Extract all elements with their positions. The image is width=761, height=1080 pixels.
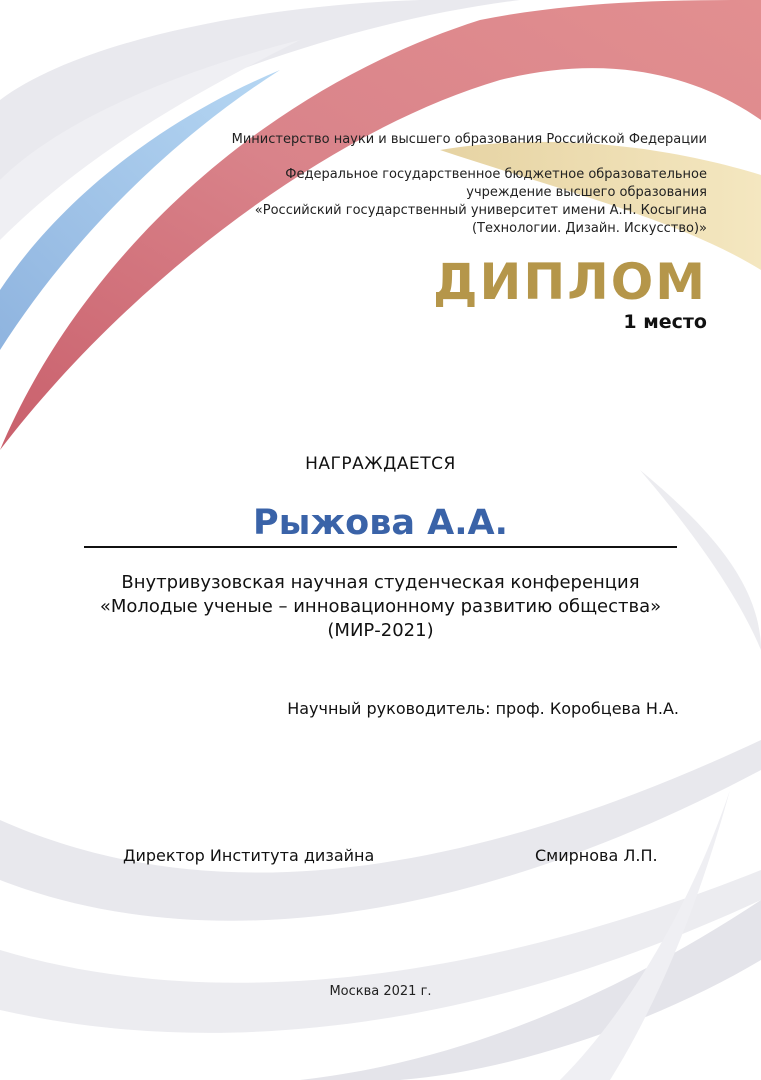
winner-underline <box>84 546 677 548</box>
issuer-header <box>147 131 707 238</box>
diploma-title: ДИПЛОМ <box>432 253 707 311</box>
awarded-label: НАГРАЖДАЕТСЯ <box>305 454 456 474</box>
org-line-3: «Российский государственный университет имени А.Н. Косыгина <box>254 203 707 218</box>
conference-line-1: Внутривузовская научная студенческая конференция <box>121 572 640 593</box>
conference-line-3: (МИР-2021) <box>327 620 434 641</box>
org-line-4: (Технологии. Дизайн. Искусство)» <box>471 221 707 236</box>
director-name: Смирнова Л.П. <box>535 846 658 865</box>
ministry-name: Министерство науки и высшего образования Российской Федерации <box>231 132 707 147</box>
winner-name: Рыжова А.А. <box>253 503 508 543</box>
place-label: 1 место <box>623 311 707 333</box>
org-line-1: Федеральное государственное бюджетное образовательное <box>285 167 707 182</box>
conference-line-2: «Молодые ученые – инновационному развитию общества» <box>99 596 662 617</box>
place-date-footer: Москва 2021 г. <box>329 984 432 999</box>
org-line-2: учреждение высшего образования <box>466 185 707 200</box>
supervisor-line: Научный руководитель: проф. Коробцева Н.А. <box>287 699 679 718</box>
director-title: Директор Института дизайна <box>123 846 375 865</box>
conference-info <box>40 571 721 643</box>
